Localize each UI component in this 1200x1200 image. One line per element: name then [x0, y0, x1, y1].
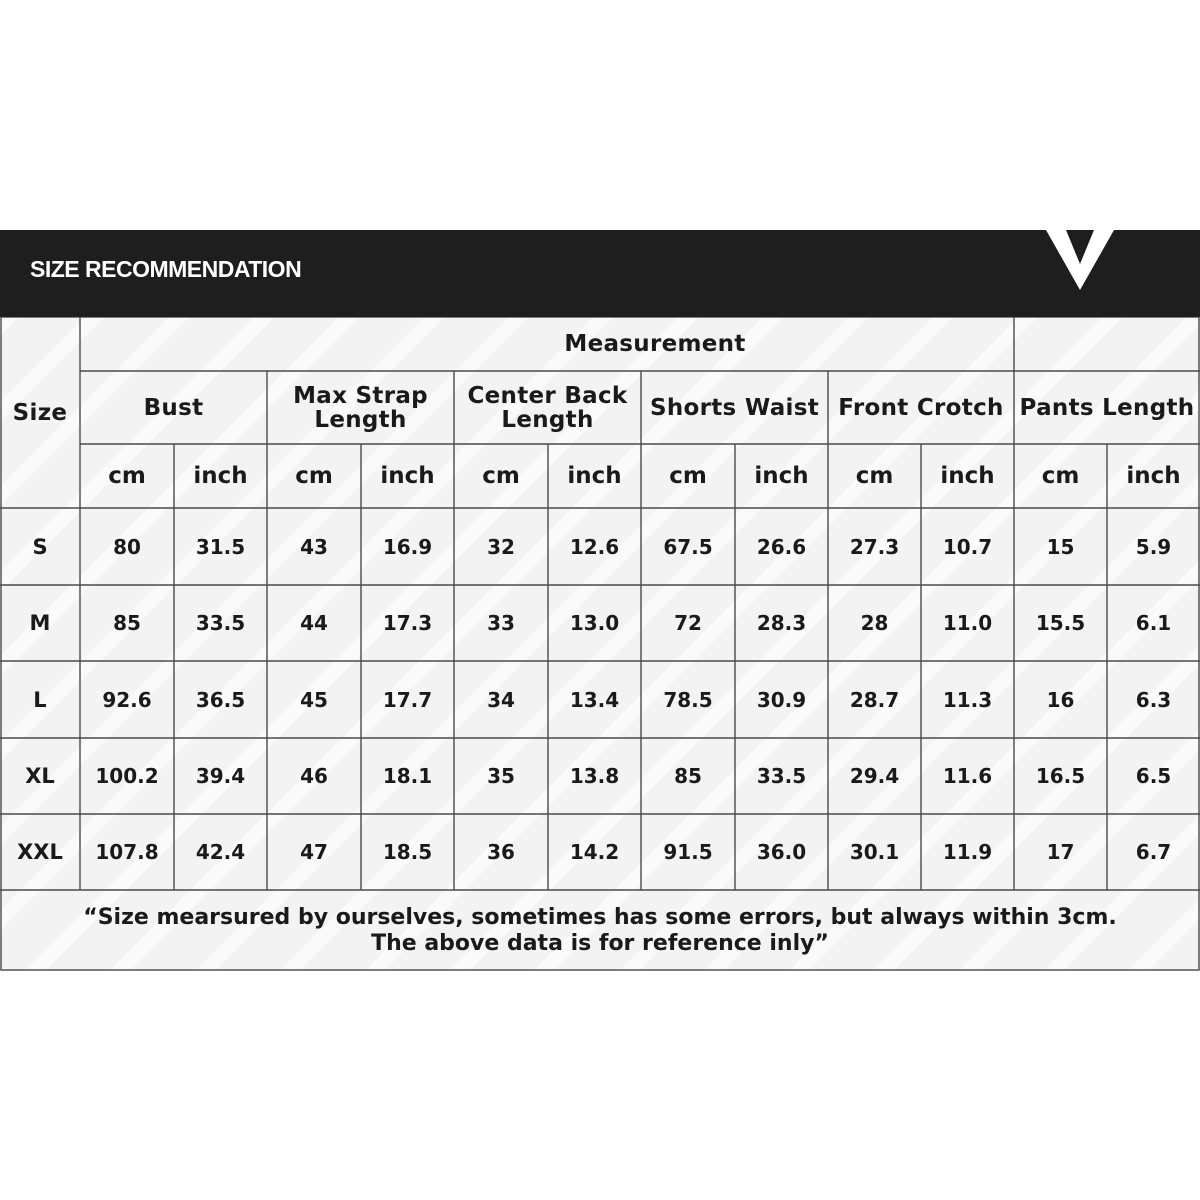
- value-cell: 27.3: [849, 534, 900, 559]
- unit-header: inch: [380, 463, 435, 489]
- value-cell: 45: [300, 687, 328, 712]
- value-cell: 72: [674, 611, 702, 635]
- unit-header: cm: [855, 463, 894, 489]
- value-cell: 30.9: [756, 687, 807, 712]
- unit-header: cm: [482, 463, 520, 489]
- value-cell: 16.5: [1035, 764, 1086, 788]
- unit-header: cm: [1041, 463, 1080, 489]
- size-cell: M: [29, 611, 51, 635]
- value-cell: 14.2: [569, 840, 620, 864]
- value-cell: 11.3: [942, 687, 993, 712]
- chevron-down-icon: [1040, 230, 1120, 294]
- value-cell: 92.6: [102, 687, 152, 712]
- value-cell: 42.4: [195, 840, 246, 864]
- value-cell: 16: [1046, 687, 1075, 712]
- value-cell: 13.4: [569, 687, 620, 712]
- size-header: Size: [12, 399, 68, 426]
- value-cell: 46: [300, 764, 328, 788]
- value-cell: 80: [113, 534, 141, 559]
- value-cell: 91.5: [663, 840, 713, 864]
- value-cell: 26.6: [756, 534, 807, 559]
- value-cell: 10.7: [942, 534, 993, 559]
- unit-header: cm: [108, 463, 146, 489]
- note-line: The above data is for reference inly”: [371, 931, 829, 956]
- value-cell: 47: [300, 840, 328, 864]
- value-cell: 11.6: [942, 764, 993, 788]
- value-cell: 18.5: [382, 840, 433, 864]
- page-title: SIZE RECOMMENDATION: [30, 256, 302, 282]
- value-cell: 31.5: [195, 534, 246, 559]
- column-header: Front Crotch: [838, 394, 1004, 421]
- value-cell: 36.0: [756, 840, 807, 864]
- size-cell: XL: [25, 764, 55, 788]
- value-cell: 6.3: [1135, 687, 1172, 712]
- value-cell: 32: [487, 534, 515, 559]
- value-cell: 17: [1046, 840, 1075, 864]
- value-cell: 33.5: [195, 611, 246, 635]
- value-cell: 29.4: [849, 764, 900, 788]
- note-line: “Size mearsured by ourselves, sometimes has some errors, but always within 3cm.: [83, 905, 1117, 930]
- value-cell: 33.5: [756, 764, 807, 788]
- value-cell: 15: [1046, 534, 1075, 559]
- unit-header: cm: [295, 463, 333, 489]
- value-cell: 35: [487, 764, 515, 788]
- column-header: Pants Length: [1019, 394, 1195, 421]
- measurement-header: Measurement: [564, 331, 746, 357]
- size-table: [0, 317, 1200, 971]
- value-cell: 36: [487, 840, 515, 864]
- value-cell: 18.1: [382, 764, 433, 788]
- value-cell: 28: [860, 611, 889, 635]
- column-header: Bust: [143, 394, 204, 421]
- column-header: Max Strap Length: [293, 382, 428, 433]
- unit-header: inch: [754, 463, 809, 489]
- value-cell: 16.9: [382, 534, 433, 559]
- value-cell: 34: [487, 687, 515, 712]
- value-cell: 6.7: [1135, 840, 1172, 864]
- size-cell: XXL: [17, 840, 63, 864]
- unit-header: inch: [1126, 463, 1181, 489]
- value-cell: 85: [674, 764, 702, 788]
- value-cell: 6.5: [1135, 764, 1172, 788]
- value-cell: 28.3: [756, 611, 807, 635]
- value-cell: 11.9: [942, 840, 993, 864]
- value-cell: 30.1: [849, 840, 900, 864]
- value-cell: 17.3: [382, 611, 433, 635]
- value-cell: 15.5: [1035, 611, 1086, 635]
- value-cell: 13.8: [569, 764, 620, 788]
- header-banner: [0, 230, 1200, 317]
- value-cell: 100.2: [95, 764, 159, 788]
- value-cell: 107.8: [95, 840, 159, 864]
- value-cell: 44: [300, 611, 328, 635]
- value-cell: 85: [113, 611, 141, 635]
- value-cell: 17.7: [382, 687, 433, 712]
- size-cell: S: [32, 534, 48, 559]
- value-cell: 6.1: [1135, 611, 1172, 635]
- value-cell: 43: [300, 534, 328, 559]
- value-cell: 67.5: [663, 534, 713, 559]
- column-header: Shorts Waist: [649, 394, 819, 421]
- value-cell: 28.7: [849, 687, 900, 712]
- disclaimer-note: [0, 891, 1200, 971]
- unit-header: inch: [567, 463, 622, 489]
- unit-header: cm: [669, 463, 707, 489]
- value-cell: 78.5: [663, 687, 713, 712]
- unit-header: inch: [193, 463, 248, 489]
- size-cell: L: [33, 687, 47, 712]
- column-header: Center Back Length: [467, 382, 628, 433]
- value-cell: 33: [487, 611, 515, 635]
- value-cell: 12.6: [569, 534, 620, 559]
- value-cell: 13.0: [569, 611, 620, 635]
- value-cell: 39.4: [195, 764, 246, 788]
- value-cell: 5.9: [1135, 534, 1172, 559]
- unit-header: inch: [940, 463, 995, 489]
- value-cell: 36.5: [195, 687, 246, 712]
- value-cell: 11.0: [942, 611, 993, 635]
